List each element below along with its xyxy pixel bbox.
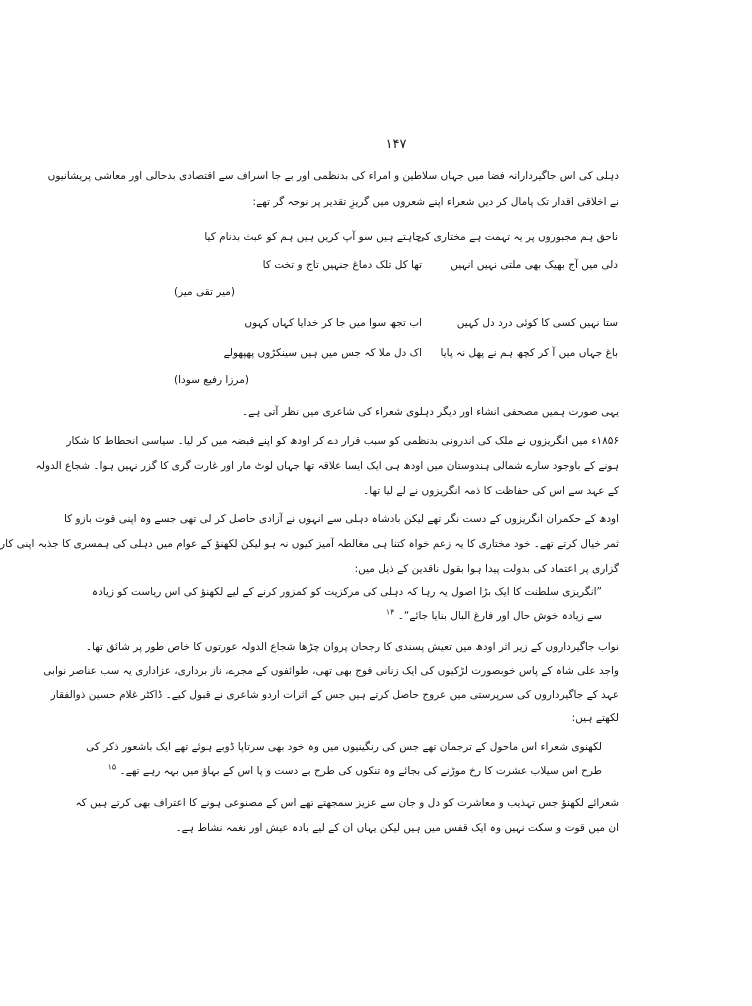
footnote-marker: ۱۴ xyxy=(385,607,395,617)
intro-line: نے اخلاقی اقدار تک پامال کر دیں شعراء اپنے شعروں میں گریزِ تقدیر پر نوحہ گر تھے: xyxy=(252,196,619,208)
poet-attribution: (میر تقی میر) xyxy=(174,286,236,298)
paragraph-line: ثمر خیال کرتے تھے۔ خود مختاری کا یہ زعم خواہ کتنا ہی مغالطہ آمیز کیوں نہ ہو لیکن لکھنؤ کے عوام میں دہلی کی ہمسری کا جذبہ اپنی کار xyxy=(0,538,619,550)
block-quote-line: ”انگریزی سلطنت کا ایک بڑا اصول یہ رہا کہ دہلی کی مرکزیت کو کمزور کرنے کے لیے لکھنؤ کی اس ریاست کو زیادہ xyxy=(91,586,602,598)
poet-attribution: (مرزا رفیع سودا) xyxy=(174,374,249,386)
verse-second-hemistich: چاہتے ہیں سو آپ کریں ہیں ہم کو عبث بدنام کیا xyxy=(204,231,422,243)
block-quote-line: لکھنوی شعراء اس ماحول کے ترجمان تھے جس کی رنگینیوں میں وہ خود بھی سرتاپا ڈوبے ہوئے تھے ایک باشعور ذکر کی xyxy=(86,741,602,753)
verse-second-hemistich: تھا کل تلک دماغ جنہیں تاج و تخت کا xyxy=(262,259,422,271)
paragraph-line: واجد علی شاہ کے پاس خوبصورت لڑکیوں کی ایک زنانی فوج بھی تھی، طوائفوں کے مجرے، ناز برداری، عزاداری یہ سب عناصر نوابی xyxy=(43,665,619,677)
paragraph-line: نواب جاگیرداروں کے زیر اثر اودھ میں تعیش پسندی کا رجحان پروان چڑھا شجاع الدولہ عورتوں کا خاص طور پر شائق تھا۔ xyxy=(85,641,619,653)
paragraph-line: عہد کے جاگیرداروں کی سرپرستی میں عروج حاصل کرتے ہیں جس کے اثرات اردو شاعری نے قبول کیے۔ ڈاکٹر غلام حسین ذوالفقار xyxy=(50,689,619,701)
paragraph-line: گزاری پر اعتماد کی بدولت پیدا ہوا بقول ناقدین کے ذیل میں: xyxy=(354,563,619,575)
paragraph-line: شعرائے لکھنؤ جس تہذیب و معاشرت کو دل و جان سے عزیز سمجھتے تھے اس کے مصنوعی ہونے کا اعتراف بھی کرتے ہیں کہ xyxy=(75,797,619,809)
verse-first-hemistich: باغ جہاں میں آ کر کچھ ہم نے پھل نہ پایا xyxy=(440,347,618,359)
verse-second-hemistich: اک دل ملا کہ جس میں ہیں سینکڑوں پھپھولے xyxy=(223,347,422,359)
paragraph-line: لکھتے ہیں: xyxy=(571,712,619,724)
verse-first-hemistich: دلی میں آج بھیک بھی ملتی نہیں انہیں xyxy=(450,259,618,271)
paragraph-line: ہونے کے باوجود سارے شمالی ہندوستان میں اودھ ہی ایک ایسا علاقہ تھا جہاں لوٹ مار اور غارت گری کا گزر نہیں ہوا۔ شجاع الدولہ xyxy=(35,460,619,472)
footnote-marker: ۱۵ xyxy=(107,762,117,772)
paragraph-line: اودھ کے حکمران انگریزوں کے دست نگر تھے لیکن بادشاہ دہلی سے انہوں نے آزادی حاصل کر لی تھی جسے وہ اپنی قوت بازو کا xyxy=(63,513,619,525)
page-number: ۱۴۷ xyxy=(385,137,407,152)
verse-first-hemistich: ستا نہیں کسی کا کوئی درد دل کہیں xyxy=(456,317,618,329)
paragraph-line: ۱۸۵۶ء میں انگریزوں نے ملک کی اندرونی بدنظمی کو سبب قرار دے کر اودھ کو اپنے قبضہ میں کر لیا۔ سیاسی انحطاط کا شکار xyxy=(66,435,619,447)
block-quote-line xyxy=(107,762,602,780)
intro-line: دہلی کی اس جاگیردارانہ فضا میں جہاں سلاطین و امراء کی بدنظمی اور بے جا اسراف سے اقتصادی بدحالی اور معاشی پریشانیوں xyxy=(47,170,619,182)
verse-first-hemistich: ناحق ہم مجبوروں پر یہ تہمت ہے مختاری کی xyxy=(416,231,618,243)
block-quote-text: سے زیادہ خوش حال اور فارغ البال بنایا جائے“۔ xyxy=(397,610,602,622)
block-quote-line xyxy=(170,607,602,625)
paragraph-line: کے عہد سے اس کی حفاظت کا ذمہ انگریزوں نے لے لیا تھا۔ xyxy=(363,485,619,497)
verse-second-hemistich: اب تجھ سوا میں جا کر خدایا کہاں کہوں xyxy=(244,317,422,329)
paragraph-line: ان میں قوت و سکت نہیں وہ ایک قفس میں ہیں لیکن یہاں ان کے لیے بادہ عیش اور نغمہ نشاط ہے۔ xyxy=(175,822,619,834)
paragraph-line: یہی صورت ہمیں مصحفی انشاء اور دیگر دہلوی شعراء کی شاعری میں نظر آتی ہے۔ xyxy=(241,406,619,418)
block-quote-text: طرح اس سیلاب عشرت کا رخ موڑنے کی بجائے وہ تنکوں کی طرح بے دست و پا اس کے بہاؤ میں بہہ رہے تھے۔ xyxy=(119,765,602,777)
